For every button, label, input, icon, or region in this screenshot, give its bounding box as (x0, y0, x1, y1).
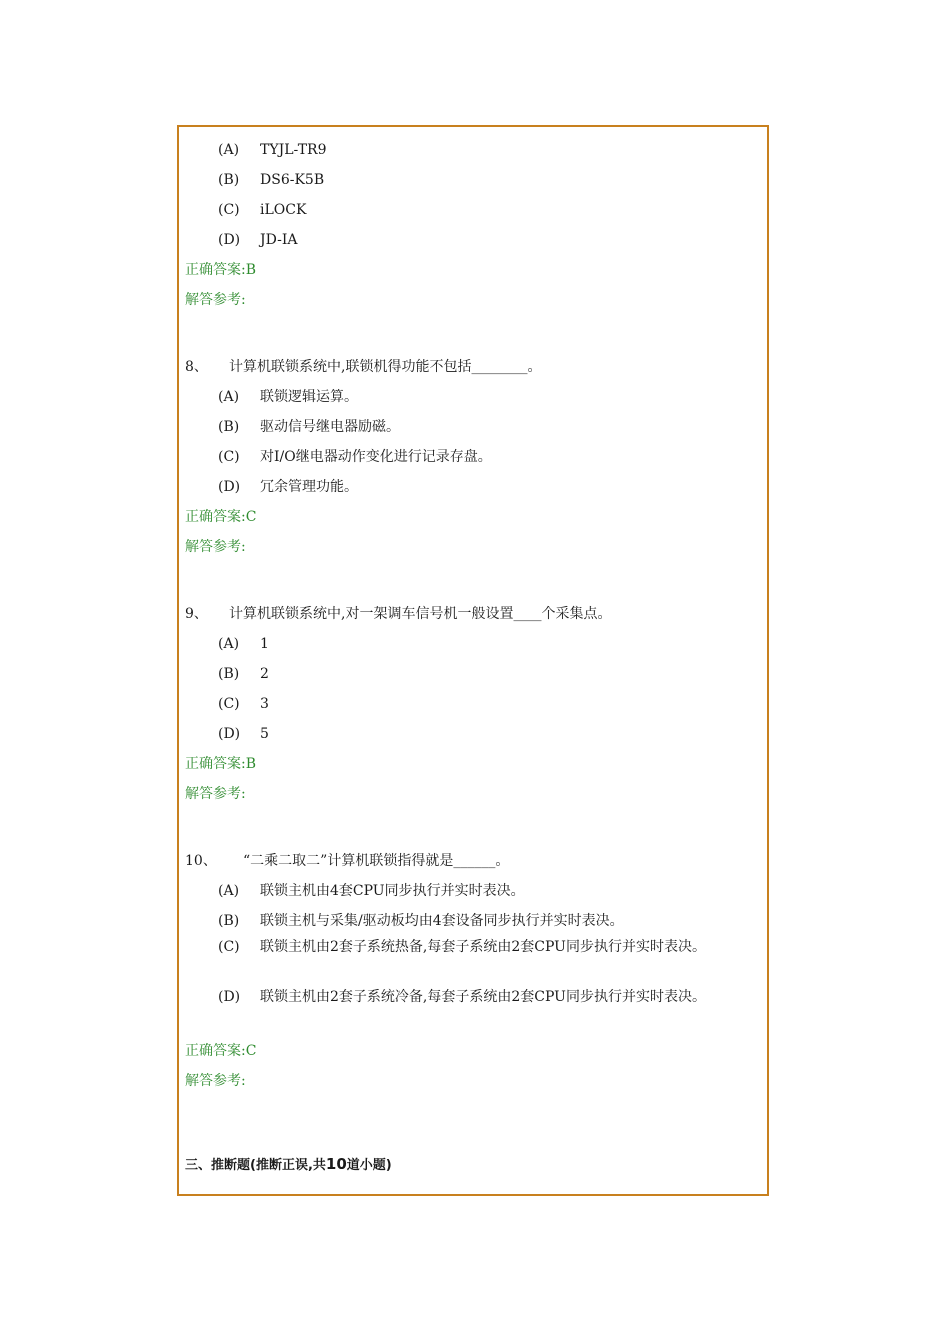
q10-answer-reference: 解答参考: (185, 1073, 246, 1089)
option-letter: (A) (218, 142, 240, 158)
q7-answer-reference: 解答参考: (185, 292, 246, 308)
section-heading-suffix: 道小题) (346, 1158, 392, 1173)
option-text: 联锁主机由2套子系统冷备,每套子系统由2套CPU同步执行并实时表决。 (260, 989, 706, 1005)
q10-option-c (185, 935, 767, 960)
option-text: 2 (260, 666, 269, 682)
option-text: 联锁主机与采集/驱动板均由4套设备同步执行并实时表决。 (260, 913, 624, 929)
question-text: “二乘二取二”计算机联锁指得就是______。 (243, 853, 510, 869)
option-text: 冗余管理功能。 (260, 479, 358, 495)
option-text: 对I/O继电器动作变化进行记录存盘。 (260, 449, 492, 465)
q9-answer-reference: 解答参考: (185, 786, 246, 802)
q10-option-a (218, 882, 525, 900)
q9-option-d (218, 725, 269, 743)
content-frame (177, 125, 769, 1196)
option-letter: (C) (218, 939, 240, 955)
question-text: 计算机联锁系统中,联锁机得功能不包括________。 (229, 359, 542, 375)
option-text: JD-IA (260, 232, 298, 248)
option-letter: (B) (218, 172, 240, 188)
option-letter: (B) (218, 666, 240, 682)
question-number: 9、 (185, 606, 208, 622)
option-text: DS6-K5B (260, 172, 325, 188)
q10-option-b (218, 912, 624, 930)
q9-option-a (218, 635, 269, 653)
question-number: 8、 (185, 359, 208, 375)
q9-correct-answer: 正确答案:B (185, 756, 257, 772)
question-text: 计算机联锁系统中,对一架调车信号机一般设置____个采集点。 (229, 606, 612, 622)
option-text: 联锁主机由4套CPU同步执行并实时表决。 (260, 883, 525, 899)
option-letter: (A) (218, 389, 240, 405)
option-letter: (D) (218, 479, 241, 495)
option-text: 联锁逻辑运算。 (260, 389, 358, 405)
option-text: 联锁主机由2套子系统热备,每套子系统由2套CPU同步执行并实时表决。 (260, 939, 706, 955)
q8-answer-reference: 解答参考: (185, 539, 246, 555)
q7-correct-answer: 正确答案:B (185, 262, 257, 278)
q7-option-c (218, 201, 306, 219)
option-text: 5 (260, 726, 269, 742)
option-letter: (D) (218, 989, 241, 1005)
q7-option-b (218, 171, 324, 189)
option-letter: (D) (218, 232, 241, 248)
q9-option-b (218, 665, 269, 683)
q8-option-a (218, 388, 358, 406)
q7-option-a (218, 141, 327, 159)
option-text: iLOCK (260, 202, 307, 218)
q8-option-b (218, 418, 400, 436)
q8-option-c (218, 448, 492, 466)
option-letter: (B) (218, 419, 240, 435)
section-heading (185, 1154, 392, 1173)
question-number: 10、 (185, 853, 217, 869)
q8-option-d (218, 478, 358, 496)
option-text: 驱动信号继电器励磁。 (260, 419, 400, 435)
section-heading-prefix: 三、推断题(推断正误,共 (185, 1158, 326, 1173)
q8-correct-answer: 正确答案:C (185, 509, 257, 525)
option-letter: (C) (218, 696, 240, 712)
q10-correct-answer: 正确答案:C (185, 1043, 257, 1059)
section-question-count: 10 (325, 1155, 347, 1173)
option-text: 3 (260, 696, 269, 712)
q9-stem (185, 605, 611, 623)
q10-stem (185, 852, 509, 870)
option-letter: (D) (218, 726, 241, 742)
option-letter: (C) (218, 449, 240, 465)
option-letter: (B) (218, 913, 240, 929)
q9-option-c (218, 695, 269, 713)
q7-option-d (218, 231, 297, 249)
option-letter: (A) (218, 636, 240, 652)
option-letter: (A) (218, 883, 240, 899)
option-letter: (C) (218, 202, 240, 218)
q10-option-d (185, 985, 767, 1010)
option-text: 1 (260, 636, 269, 652)
q8-stem (185, 358, 541, 376)
option-text: TYJL-TR9 (260, 142, 327, 158)
